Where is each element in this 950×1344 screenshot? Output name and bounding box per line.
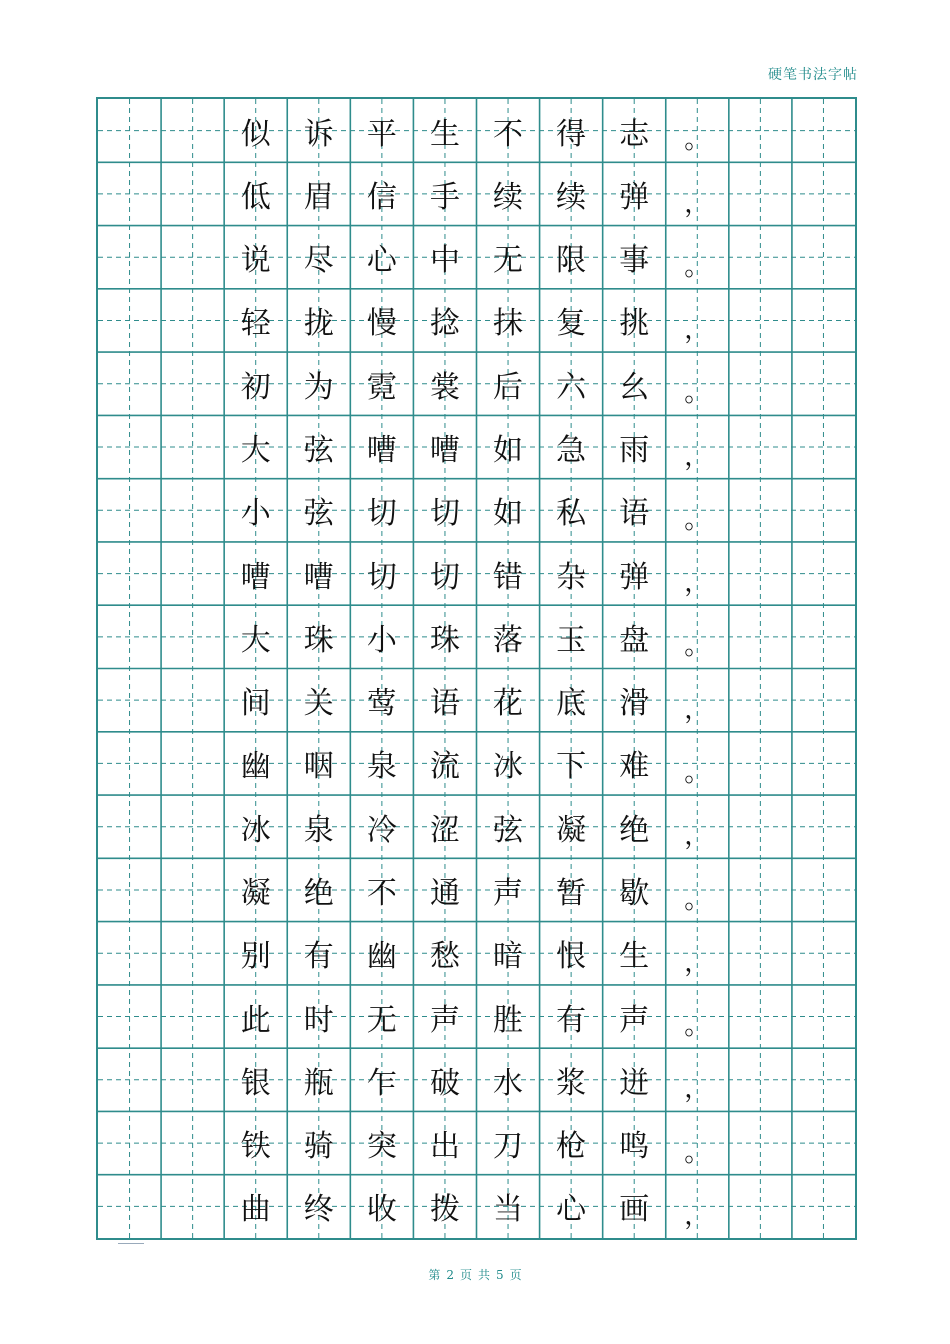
practice-char: 弦: [493, 812, 524, 848]
practice-char: 幽: [366, 939, 397, 975]
footer-suffix: 页: [509, 1268, 522, 1282]
practice-char: 如: [493, 496, 524, 532]
practice-char: 弦: [303, 433, 334, 468]
punctuation-char: 。: [684, 884, 711, 915]
practice-char: 冰: [240, 812, 271, 848]
punctuation-char: ，: [684, 947, 711, 978]
practice-char: 愁: [429, 939, 460, 975]
practice-char: 嘈: [366, 433, 397, 468]
punctuation-char: 。: [684, 1011, 711, 1042]
practice-char: 切: [429, 559, 460, 595]
footer-total-word: 共: [478, 1268, 491, 1282]
text-row: [98, 605, 859, 669]
text-row: [98, 1175, 859, 1239]
text-row: [98, 352, 859, 416]
practice-char: 生: [619, 939, 650, 975]
footer-page-number: 2: [446, 1268, 454, 1282]
practice-char: 泉: [366, 749, 397, 785]
footer-total-number: 5: [496, 1268, 504, 1282]
text-row: [98, 732, 859, 796]
practice-char: 绝: [619, 812, 650, 848]
practice-char: 六: [556, 369, 587, 405]
practice-char: 切: [429, 496, 460, 532]
practice-char: 骑: [303, 1129, 334, 1165]
text-row: [98, 1111, 859, 1175]
practice-char: 嘈: [240, 559, 271, 595]
practice-char: 嘈: [429, 433, 460, 468]
practice-char: 突: [366, 1129, 397, 1165]
practice-char: 底: [556, 686, 587, 722]
practice-char: 泉: [303, 812, 334, 848]
header-title: 硬笔书法字帖: [768, 67, 858, 83]
practice-char: 似: [240, 116, 271, 152]
page-footer: [0, 1266, 950, 1283]
practice-char: 续: [493, 179, 524, 215]
practice-char: 此: [240, 1002, 271, 1038]
practice-char: 刀: [493, 1129, 524, 1165]
practice-char: 信: [366, 179, 397, 215]
practice-char: 捻: [429, 306, 460, 342]
practice-char: 声: [493, 875, 524, 911]
practice-grid: [96, 97, 857, 1240]
practice-char: 无: [366, 1002, 397, 1038]
practice-char: 急: [556, 433, 587, 468]
practice-char: 平: [366, 116, 397, 152]
practice-char: 绝: [303, 875, 334, 911]
punctuation-char: ，: [684, 1074, 711, 1105]
practice-char: 低: [240, 179, 271, 215]
practice-char: 画: [619, 1192, 650, 1228]
practice-char: 杂: [556, 559, 587, 595]
practice-char: 私: [556, 496, 587, 532]
practice-char: 流: [429, 749, 460, 785]
practice-char: 花: [493, 686, 524, 722]
practice-char: 收: [366, 1192, 397, 1228]
punctuation-char: 。: [684, 251, 711, 282]
practice-char: 破: [429, 1065, 460, 1101]
practice-char: 复: [556, 306, 587, 342]
practice-char: 不: [366, 875, 397, 911]
text-row: [98, 99, 859, 163]
punctuation-char: 。: [684, 504, 711, 535]
practice-char: 霓: [366, 369, 397, 405]
practice-char: 拨: [429, 1192, 460, 1228]
practice-char: 滑: [619, 686, 650, 722]
practice-char: 事: [619, 243, 650, 279]
punctuation-char: 。: [684, 125, 711, 156]
practice-char: 关: [303, 686, 334, 722]
punctuation-char: 。: [684, 758, 711, 789]
text-row: [98, 922, 859, 986]
text-row: [98, 1048, 859, 1112]
practice-char: 珠: [303, 622, 334, 658]
text-row: [98, 795, 859, 859]
practice-char: 莺: [366, 686, 397, 722]
practice-char: 切: [366, 496, 397, 532]
punctuation-char: 。: [684, 378, 711, 409]
punctuation-char: ，: [684, 821, 711, 852]
practice-char: 志: [619, 116, 650, 152]
practice-char: 无: [493, 243, 524, 279]
punctuation-char: ，: [684, 441, 711, 472]
practice-char: 间: [240, 686, 271, 722]
practice-char: 说: [240, 243, 271, 279]
practice-char: 初: [240, 369, 271, 405]
practice-char: 别: [240, 939, 271, 975]
footer-prefix: 第: [428, 1268, 441, 1282]
practice-char: 大: [240, 622, 271, 658]
practice-char: 铁: [240, 1129, 271, 1165]
practice-char: 限: [556, 243, 587, 279]
practice-char: 幽: [240, 749, 271, 785]
practice-char: 声: [619, 1002, 650, 1038]
practice-char: 涩: [429, 812, 460, 848]
practice-char: 玉: [556, 622, 587, 658]
practice-char: 错: [493, 559, 524, 595]
practice-char: 尽: [303, 243, 334, 279]
punctuation-char: ，: [684, 568, 711, 599]
text-row: [98, 858, 859, 922]
practice-char: 胜: [493, 1002, 524, 1038]
practice-char: 得: [556, 116, 587, 152]
punctuation-char: 。: [684, 631, 711, 662]
practice-char: 终: [303, 1192, 334, 1228]
text-row: [98, 415, 859, 479]
practice-char: 通: [429, 875, 460, 911]
practice-char: 迸: [619, 1065, 650, 1101]
practice-char: 当: [493, 1192, 524, 1228]
practice-char: 落: [493, 622, 524, 658]
practice-char: 后: [493, 369, 524, 405]
practice-char: 暂: [556, 875, 587, 911]
practice-char: 慢: [366, 306, 397, 342]
practice-char: 中: [429, 243, 460, 279]
practice-char: 心: [366, 243, 397, 279]
practice-char: 水: [493, 1065, 524, 1101]
practice-char: 雨: [619, 433, 650, 468]
text-row: [98, 162, 859, 226]
practice-char: 轻: [240, 306, 271, 342]
text-row: [98, 669, 859, 733]
practice-char: 续: [556, 179, 587, 215]
practice-char: 不: [493, 116, 524, 152]
practice-char: 弹: [619, 179, 650, 215]
practice-char: 为: [303, 369, 334, 405]
practice-char: 生: [429, 116, 460, 152]
practice-char: 诉: [303, 116, 334, 152]
punctuation-char: ，: [684, 1200, 711, 1231]
practice-char: 出: [429, 1129, 460, 1165]
practice-char: 难: [619, 749, 650, 785]
practice-char: 手: [429, 179, 460, 215]
practice-char: 语: [429, 686, 460, 722]
practice-char: 盘: [619, 622, 650, 658]
practice-char: 有: [303, 939, 334, 975]
practice-char: 乍: [366, 1065, 397, 1101]
practice-char: 裳: [429, 369, 460, 405]
practice-char: 凝: [240, 875, 271, 911]
practice-char: 鸣: [619, 1129, 650, 1165]
practice-char: 心: [556, 1192, 587, 1228]
punctuation-char: ，: [684, 694, 711, 725]
practice-char: 下: [556, 749, 587, 785]
practice-char: 抹: [493, 306, 524, 342]
practice-char: 切: [366, 559, 397, 595]
underline-mark: [118, 1243, 144, 1244]
text-row: [98, 289, 859, 353]
practice-char: 枪: [556, 1129, 587, 1165]
practice-char: 时: [303, 1002, 334, 1038]
practice-char: 声: [429, 1002, 460, 1038]
practice-char: 瓶: [303, 1065, 334, 1101]
text-row: [98, 479, 859, 543]
text-row: [98, 542, 859, 606]
practice-char: 小: [366, 622, 397, 658]
practice-char: 眉: [303, 179, 334, 215]
practice-char: 拢: [303, 306, 334, 342]
practice-char: 有: [556, 1002, 587, 1038]
practice-char: 咽: [303, 749, 334, 785]
practice-char: 小: [240, 496, 271, 532]
practice-char: 幺: [619, 369, 650, 405]
practice-char: 如: [493, 433, 524, 468]
practice-char: 语: [619, 496, 650, 532]
practice-char: 曲: [240, 1192, 271, 1228]
practice-char: 挑: [619, 306, 650, 342]
text-row: [98, 985, 859, 1049]
practice-char: 银: [240, 1065, 271, 1101]
punctuation-char: ，: [684, 188, 711, 219]
practice-char: 凝: [556, 812, 587, 848]
practice-char: 大: [240, 433, 271, 468]
practice-char: 嘈: [303, 559, 334, 595]
practice-char: 浆: [556, 1065, 587, 1101]
practice-char: 冰: [493, 749, 524, 785]
practice-char: 弦: [303, 496, 334, 532]
footer-page-word: 页: [459, 1268, 472, 1282]
punctuation-char: 。: [684, 1137, 711, 1168]
practice-char: 歇: [619, 875, 650, 911]
practice-char: 恨: [556, 939, 587, 975]
practice-char: 珠: [429, 622, 460, 658]
practice-char: 冷: [366, 812, 397, 848]
practice-char: 暗: [493, 939, 524, 975]
punctuation-char: ，: [684, 315, 711, 346]
practice-char: 弹: [619, 559, 650, 595]
text-row: [98, 226, 859, 290]
